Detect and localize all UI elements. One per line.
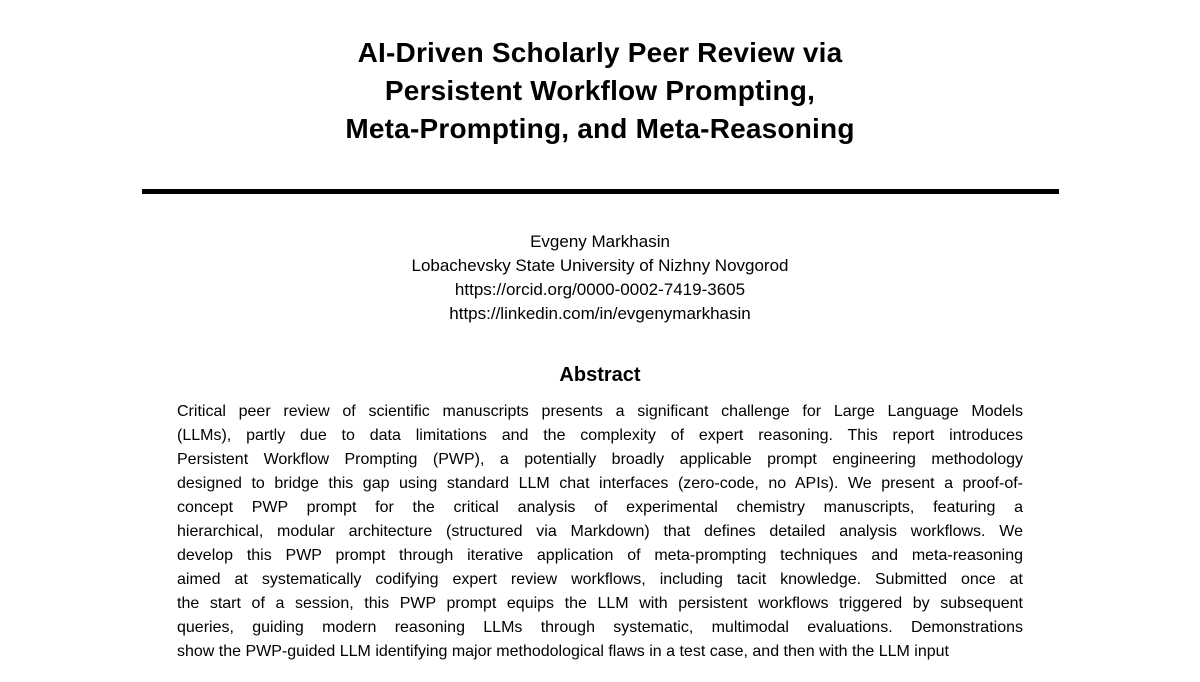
author-name: Evgeny Markhasin bbox=[530, 232, 670, 251]
author-affiliation: Lobachevsky State University of Nizhny Novgorod bbox=[411, 256, 789, 275]
abstract-line: aimed at systematically codifying expert review workflows, including tacit knowledge. Submitted once at bbox=[177, 571, 1023, 588]
abstract-heading: Abstract bbox=[559, 364, 641, 386]
title-line-3: Meta-Prompting, and Meta-Reasoning bbox=[345, 113, 855, 144]
author-orcid-link[interactable]: https://orcid.org/0000-0002-7419-3605 bbox=[454, 280, 746, 299]
author-block bbox=[0, 230, 1200, 326]
abstract-line: concept PWP prompt for the critical analysis of experimental chemistry manuscripts, featuring a bbox=[177, 499, 1023, 516]
author-linkedin-link[interactable]: https://linkedin.com/in/evgenymarkhasin bbox=[449, 304, 751, 323]
abstract-line: hierarchical, modular architecture (structured via Markdown) that defines detailed analysis workflows. We bbox=[177, 523, 1023, 540]
abstract-line: develop this PWP prompt through iterative application of meta-prompting techniques and meta-reasoning bbox=[177, 547, 1023, 564]
abstract-line: queries, guiding modern reasoning LLMs through systematic, multimodal evaluations. Demonstrations bbox=[177, 619, 1023, 636]
abstract-line-clipped: show the PWP-guided LLM identifying major methodological flaws in a test case, and then with the LLM input bbox=[177, 643, 949, 660]
title-separator-rule bbox=[142, 189, 1059, 194]
abstract-line: the start of a session, this PWP prompt equips the LLM with persistent workflows triggered by subsequent bbox=[177, 595, 1023, 612]
paper-page bbox=[0, 34, 1200, 682]
page-title bbox=[0, 34, 1200, 148]
abstract-line: Critical peer review of scientific manuscripts presents a significant challenge for Large Language Models bbox=[177, 403, 1023, 420]
title-line-1: AI-Driven Scholarly Peer Review via bbox=[357, 37, 843, 68]
abstract-text bbox=[177, 400, 1023, 664]
abstract-line: designed to bridge this gap using standard LLM chat interfaces (zero-code, no APIs). We present a proof-of- bbox=[177, 475, 1023, 492]
title-line-2: Persistent Workflow Prompting, bbox=[384, 75, 816, 106]
abstract-line: Persistent Workflow Prompting (PWP), a potentially broadly applicable prompt engineering methodology bbox=[177, 451, 1023, 468]
abstract-line: (LLMs), partly due to data limitations and the complexity of expert reasoning. This report introduces bbox=[177, 427, 1023, 444]
